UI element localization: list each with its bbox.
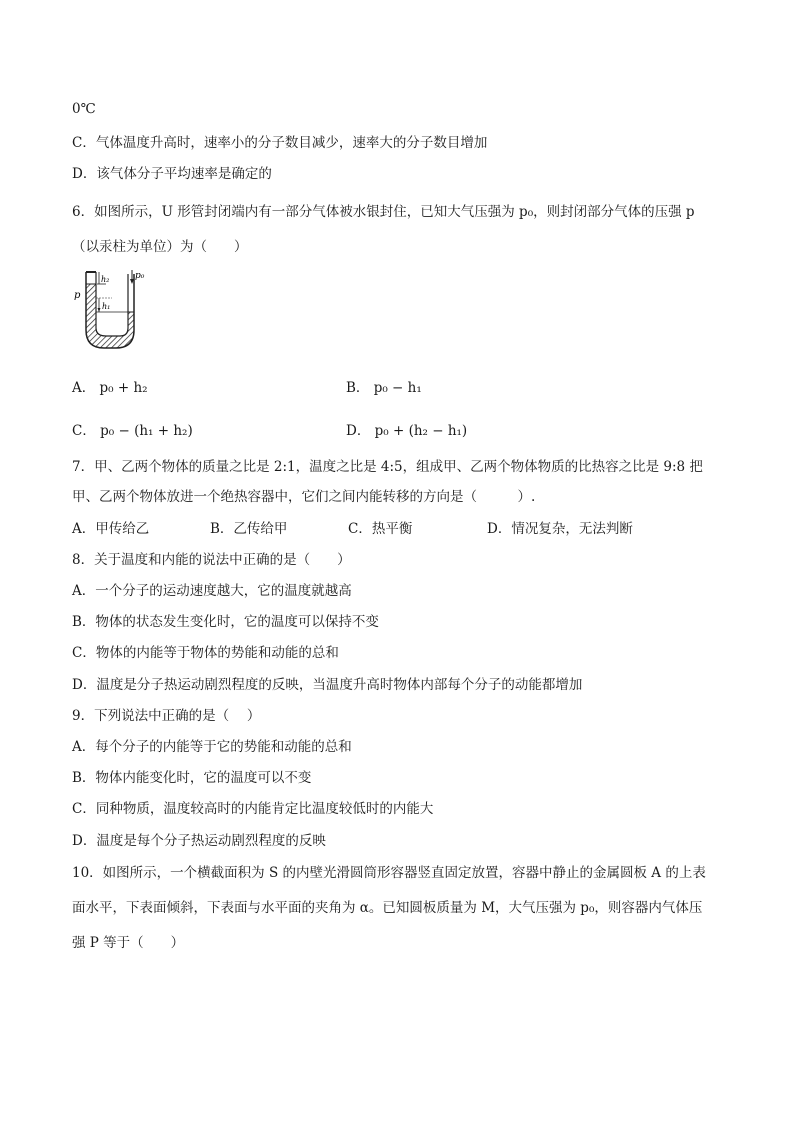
q10-stem-line2: 面水平，下表面倾斜，下表面与水平面的夹角为 α。已知圆板质量为 M，大气压强为 p₀，则容器内气体压 bbox=[72, 900, 703, 916]
q8-option-d: D．温度是分子热运动剧烈程度的反映，当温度升高时物体内部每个分子的动能都增加 bbox=[72, 677, 583, 693]
q9-option-d: D．温度是每个分子热运动剧烈程度的反映 bbox=[72, 833, 326, 849]
q7-option-a: A．甲传给乙 bbox=[72, 521, 150, 537]
q6-option-a: A． p₀ + h₂ bbox=[72, 380, 148, 396]
q8-option-b: B．物体的状态发生变化时，它的温度可以保持不变 bbox=[72, 614, 379, 630]
fig-label-h2: h₂ bbox=[101, 275, 110, 284]
q7-stem-line2: 甲、乙两个物体放进一个绝热容器中，它们之间内能转移的方向是（ ）. bbox=[72, 489, 536, 505]
fig-label-p0: p₀ bbox=[135, 271, 145, 281]
q9-option-a: A．每个分子的内能等于它的势能和动能的总和 bbox=[72, 739, 352, 755]
q8-option-a: A．一个分子的运动速度越大，它的温度就越高 bbox=[72, 583, 352, 599]
fig-label-h1: h₁ bbox=[102, 302, 111, 311]
prev-option-c: C．气体温度升高时，速率小的分子数目减少，速率大的分子数目增加 bbox=[72, 135, 488, 151]
q10-stem-line1: 10．如图所示，一个横截面积为 S 的内壁光滑圆筒形容器竖直固定放置，容器中静止的金属圆板 A 的上表 bbox=[72, 865, 706, 881]
q6-stem-line2: （以汞柱为单位）为（ ） bbox=[72, 239, 248, 255]
q6-option-c: C． p₀ − (h₁ + h₂) bbox=[72, 423, 193, 439]
u-tube-diagram bbox=[72, 268, 152, 363]
q7-option-d: D．情况复杂，无法判断 bbox=[487, 521, 633, 537]
q10-stem-line3: 强 P 等于（ ） bbox=[72, 935, 185, 951]
q7-option-c: C．热平衡 bbox=[348, 521, 413, 537]
q6-option-d: D． p₀ + (h₂ − h₁) bbox=[346, 423, 468, 439]
q9-stem: 9．下列说法中正确的是（ ） bbox=[72, 708, 261, 724]
u-tube-figure bbox=[72, 268, 152, 367]
q6-stem-line1: 6．如图所示，U 形管封闭端内有一部分气体被水银封住，已知大气压强为 p₀，则封闭部分气体的压强 p bbox=[72, 204, 695, 220]
fragment-top: 0℃ bbox=[72, 101, 96, 117]
q9-option-b: B．物体内能变化时，它的温度可以不变 bbox=[72, 770, 312, 786]
q8-stem: 8．关于温度和内能的说法中正确的是（ ） bbox=[72, 552, 351, 568]
q6-option-b: B． p₀ − h₁ bbox=[346, 380, 422, 396]
fig-label-p: p bbox=[74, 290, 81, 301]
q7-option-b: B．乙传给甲 bbox=[210, 521, 288, 537]
q8-option-c: C．物体的内能等于物体的势能和动能的总和 bbox=[72, 645, 339, 661]
q9-option-c: C．同种物质，温度较高时的内能肯定比温度较低时的内能大 bbox=[72, 801, 434, 817]
q7-stem-line1: 7．甲、乙两个物体的质量之比是 2:1，温度之比是 4:5，组成甲、乙两个物体物质的比热容之比是 9:8 把 bbox=[72, 459, 703, 475]
prev-option-d: D．该气体分子平均速率是确定的 bbox=[72, 166, 272, 182]
